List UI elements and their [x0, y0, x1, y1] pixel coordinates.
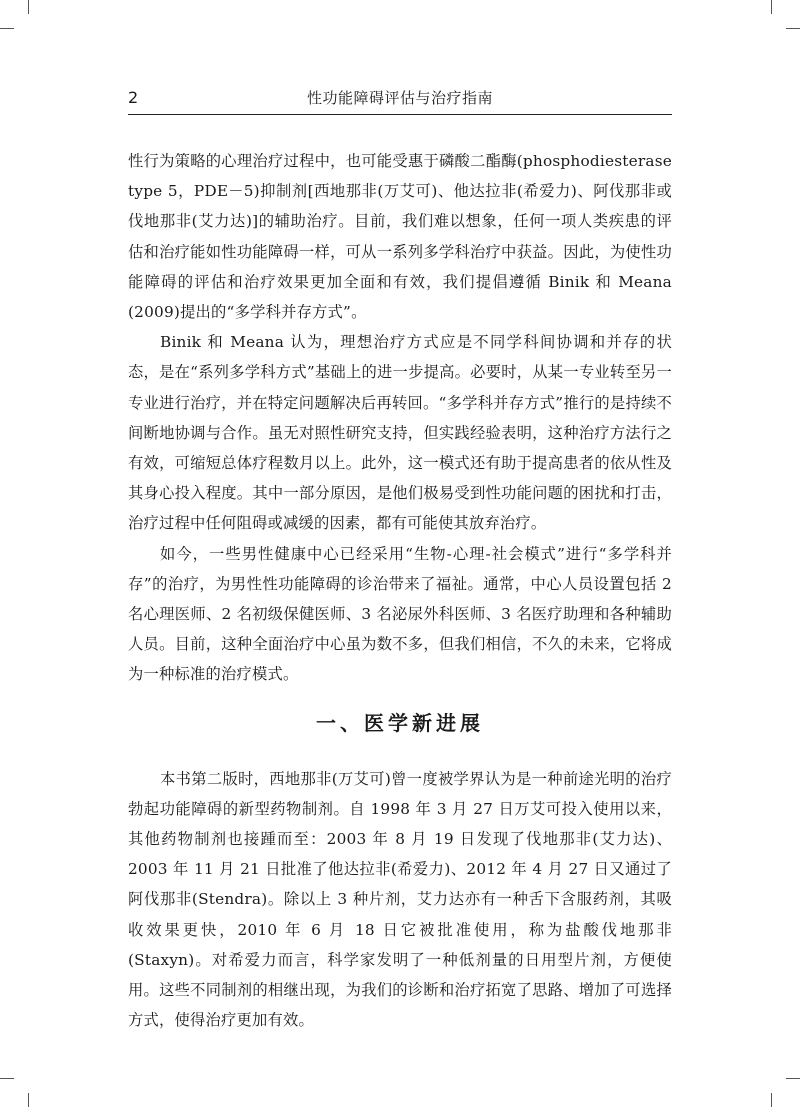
page-number: 2	[128, 88, 139, 107]
crop-mark-top-right-v	[771, 0, 772, 14]
crop-mark-top-right-h	[786, 28, 800, 29]
header-rule	[128, 114, 672, 115]
running-title: 性功能障碍评估与治疗指南	[306, 89, 493, 107]
paragraph: 本书第二版时，西地那非(万艾可)曾一度被学界认为是一种前途光明的治疗勃起功能障碍的新型药物制剂。自 1998 年 3 月 27 日万艾可投入使用以来，其他药物制剂也接踵而至：2003 年 8 月 19 日发现了伐地那非(艾力达)、2003 年 11 月 21 日批准了他达拉非(希爱力)、2012 年 4 月 27 日又通过了阿伐那非(Stendra)。除以上 3 种片剂，艾力达亦有一种舌下含服药剂，其吸收效果更快，2010 年 6 月 18 日它被批准使用，称为盐酸伐地那非(Staxyn)。对希爱力而言，科学家发明了一种低剂量的日用型片剂，方便使用。这些不同制剂的相继出现，为我们的诊断和治疗拓宽了思路、增加了可选择方式，使得治疗更加有效。	[128, 769, 672, 1030]
crop-mark-bottom-right-v	[771, 1093, 772, 1107]
paragraph-continued: 性行为策略的心理治疗过程中，也可能受惠于磷酸二酯酶(phosphodiesterase type 5，PDE－5)抑制剂[西地那非(万艾可)、他达拉非(希爱力)、阿伐那非或伐地那非(艾力达)]的辅助治疗。目前，我们难以想象，任何一项人类疾患的评估和治疗能如性功能障碍一样，可从一系列多学科治疗中获益。因此，为使性功能障碍的评估和治疗效果更加全面和有效，我们提倡遵循 Binik 和 Meana (2009)提出的“多学科并存方式”。	[128, 152, 672, 322]
body-text	[128, 146, 672, 1035]
crop-mark-bottom-left-h	[0, 1078, 14, 1079]
paragraph: 如今，一些男性健康中心已经采用“生物-心理-社会模式”进行“多学科并存”的治疗，为男性性功能障碍的诊治带来了福祉。通常，中心人员设置包括 2 名心理医师、2 名初级保健医师、3 名泌尿外科医师、3 名医疗助理和各种辅助人员。目前，这种全面治疗中心虽为数不多，但我们相信，不久的未来，它将成为一种标准的治疗模式。	[128, 544, 672, 684]
crop-mark-bottom-left-v	[28, 1093, 29, 1107]
crop-mark-bottom-right-h	[786, 1078, 800, 1079]
paragraph: Binik 和 Meana 认为，理想治疗方式应是不同学科间协调和并存的状态，是在“系列多学科方式”基础上的进一步提高。必要时，从某一专业转至另一专业进行治疗，并在特定问题解决后再转回。“多学科并存方式”推行的是持续不间断地协调与合作。虽无对照性研究支持，但实践经验表明，这种治疗方法行之有效，可缩短总体疗程数月以上。此外，这一模式还有助于提高患者的依从性及其身心投入程度。其中一部分原因，是他们极易受到性功能问题的困扰和打击，治疗过程中任何阻碍或减缓的因素，都有可能使其放弃治疗。	[128, 333, 672, 533]
section-heading: 一、医学新进展	[316, 710, 484, 735]
page-header	[128, 88, 672, 114]
crop-mark-top-left-v	[28, 0, 29, 14]
crop-mark-top-left-h	[0, 28, 14, 29]
